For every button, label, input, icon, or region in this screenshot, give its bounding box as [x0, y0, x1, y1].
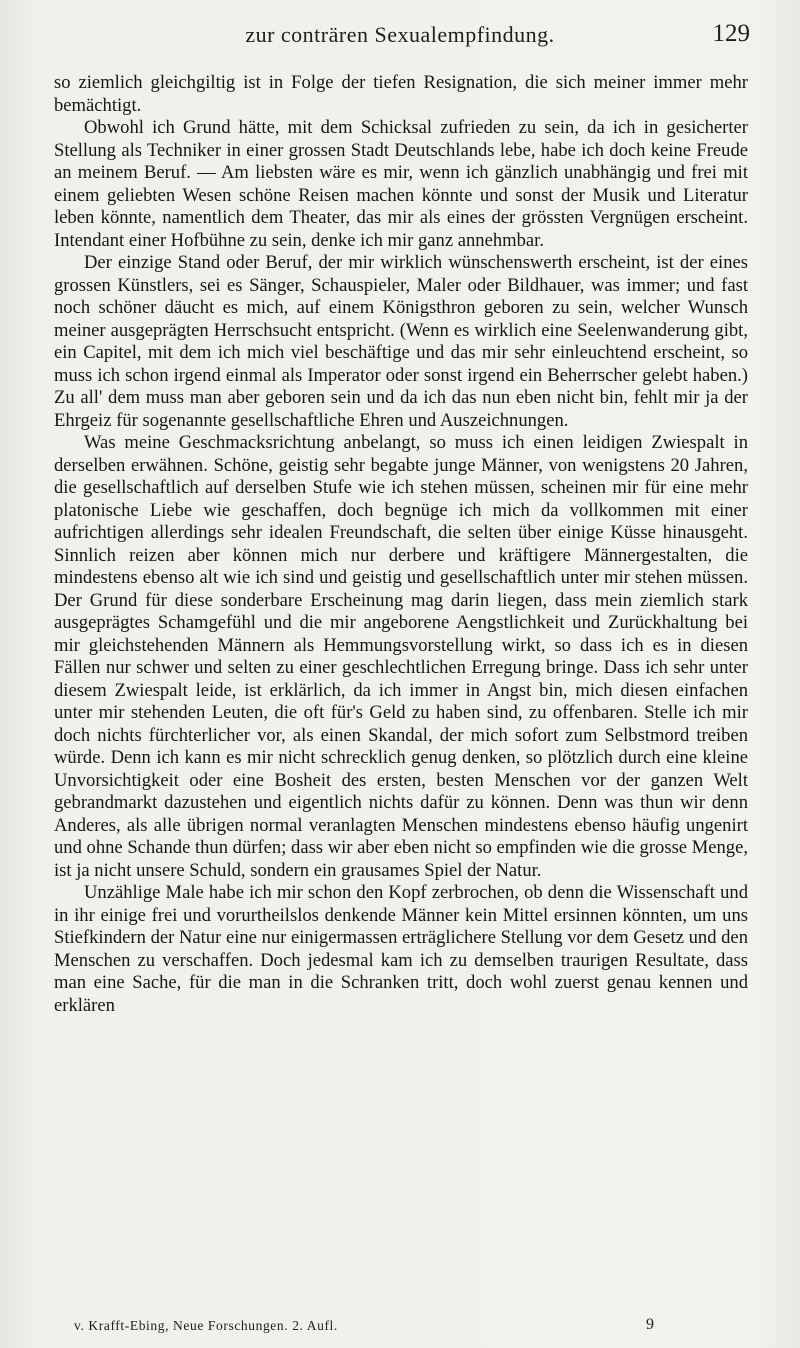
page-footer	[74, 1318, 654, 1338]
paragraph-continued: so ziemlich gleichgiltig ist in Folge der tiefen Resignation, die sich meiner immer mehr bemächtigt.	[54, 72, 748, 116]
paragraph: Der einzige Stand oder Beruf, der mir wirklich wünschenswerth erscheint, ist der eines grossen Künstlers, sei es Sänger, Schauspieler, Maler oder Bildhauer, was immer; und fast noch schöner däucht es mich, auf einem Königsthron geboren zu sein, welcher Wunsch meiner ausgeprägten Herrschsucht entspricht. (Wenn es wirklich eine Seelenwanderung gibt, ein Capitel, mit dem ich mich viel beschäftige und das mir sehr einleuchtend erscheint, so muss ich schon irgend einmal als Imperator oder sonst irgend ein Beherrscher gelebt haben.) Zu all' dem muss man aber geboren sein und da ich das nun eben nicht bin, fehlt mir ja der Ehrgeiz für sogenannte gesellschaftliche Ehren und Auszeichnungen.	[54, 252, 748, 431]
paragraph: Obwohl ich Grund hätte, mit dem Schicksal zufrieden zu sein, da ich in gesicherter Stellung als Techniker in einer grossen Stadt Deutschlands lebe, habe ich doch keine Freude an meinem Beruf. — Am liebsten wäre es mir, wenn ich gänzlich unabhängig und frei mit einem geliebten Wesen schöne Reisen machen könnte und sonst der Musik und Literatur leben könnte, namentlich dem Theater, das mir als eines der grössten Vergnügen erscheint. Intendant einer Hofbühne zu sein, denke ich mir ganz annehmbar.	[54, 117, 748, 251]
paragraph: Unzählige Male habe ich mir schon den Kopf zerbrochen, ob denn die Wissenschaft und in ihr einige frei und vorurtheilslos denkende Männer kein Mittel ersinnen könnten, um uns Stiefkindern der Natur eine nur einigermassen erträglichere Stellung vor dem Gesetz und den Menschen zu verschaffen. Doch jedesmal kam ich zu demselben traurigen Resultate, dass man eine Sache, für die man in die Schranken tritt, doch wohl zuerst genau kennen und erklären	[54, 882, 748, 1016]
page-number: 129	[712, 20, 750, 47]
signature-mark: 9	[646, 1316, 654, 1333]
body-text	[54, 72, 748, 1017]
paragraph: Was meine Geschmacksrichtung anbelangt, so muss ich einen leidigen Zwiespalt in derselben erwähnen. Schöne, geistig sehr begabte junge Männer, von wenigstens 20 Jahren, die gesellschaftlich auf derselben Stufe wie ich stehen müssen, scheinen mir für eine mehr platonische Liebe wie geschaffen, doch begnüge ich mich da vollkommen mit einer aufrichtigen allerdings sehr idealen Freundschaft, die selten über einige Küsse hinausgeht. Sinnlich reizen aber können mich nur derbere und kräftigere Männergestalten, die mindestens ebenso alt wie ich sind und geistig und gesellschaftlich unter mir stehen müssen. Der Grund für diese sonderbare Erscheinung mag darin liegen, dass mein ziemlich stark ausgeprägtes Schamgefühl und die mir angeborene Aengstlichkeit und Zurückhaltung bei mir gleichstehenden Männern als Hemmungsvorstellung wirkt, so dass ich es in diesen Fällen nur schwer und selten zu einer geschlechtlichen Erregung bringe. Dass ich sehr unter diesem Zwiespalt leide, ist erklärlich, da ich immer in Angst bin, mich diesen einfachen unter mir stehenden Leuten, die oft für's Geld zu haben sind, zu offenbaren. Stelle ich mir doch nichts fürchterlicher vor, als einen Skandal, der mich sofort zum Selbstmord treiben würde. Denn ich kann es mir nicht schrecklich genug denken, so plötzlich durch eine kleine Unvorsichtigkeit oder eine Bosheit des ersten, besten Menschen vor der ganzen Welt gebrandmarkt dazustehen und eigentlich nichts dafür zu können. Denn was thun wir denn Anderes, als alle übrigen normal veranlagten Menschen mindestens ebenso häufig ungenirt und ohne Schande thun dürfen; dass wir aber eben nicht so empfinden wie die grosse Menge, ist ja nicht unsere Schuld, sondern ein grausames Spiel der Natur.	[54, 432, 748, 881]
book-reference: v. Krafft-Ebing, Neue Forschungen. 2. Aufl.	[74, 1318, 338, 1333]
running-title: zur conträren Sexualempfindung.	[245, 22, 555, 47]
running-head	[50, 20, 750, 56]
